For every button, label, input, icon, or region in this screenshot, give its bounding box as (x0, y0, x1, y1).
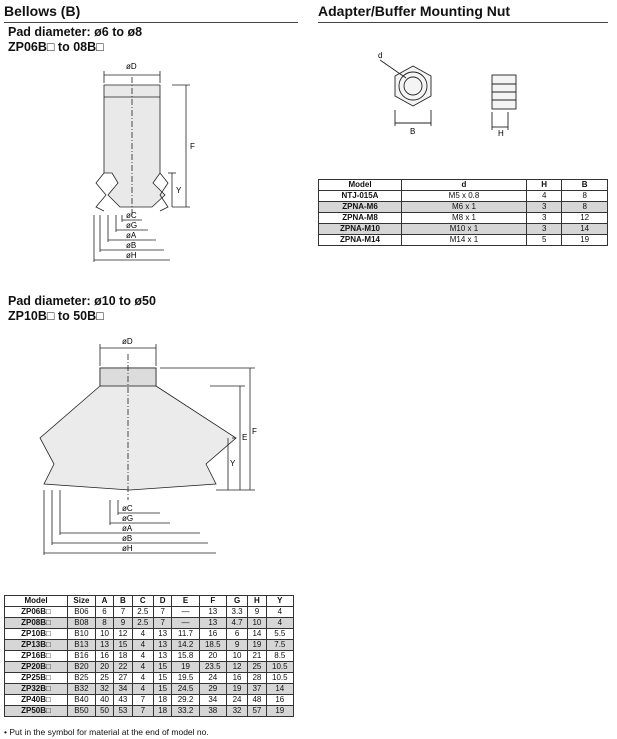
nut-table-header-row (319, 180, 608, 191)
nut-table-row (319, 191, 608, 202)
bellows-table-row-cell: 10.5 (266, 673, 293, 684)
bellows-table-row-cell: 19 (266, 706, 293, 717)
small-dim-Y: Y (176, 186, 182, 195)
bellows-table-row-cell: B50 (68, 706, 96, 717)
bellows-table-row-cell: 2.5 (132, 607, 153, 618)
bellows-table-row-cell: ZP08B□ (5, 618, 68, 629)
nut-table-row-cell: ZPNA-M14 (319, 235, 402, 246)
bellows-table-row-cell: ZP20B□ (5, 662, 68, 673)
nut-table-row-cell: NTJ-015A (319, 191, 402, 202)
small-dim-G: øG (126, 221, 138, 230)
bellows-table-row-cell: 4 (132, 673, 153, 684)
bellows-table-row-cell: 8.5 (266, 651, 293, 662)
large-dim-Y: Y (230, 459, 236, 468)
small-pad-heading (8, 25, 142, 55)
bellows-table-row-cell: 13 (153, 640, 171, 651)
large-bellows-drawing (0, 330, 300, 565)
bellows-table-row-cell: 20 (95, 662, 113, 673)
bellows-table-row-cell: 32 (95, 684, 113, 695)
bellows-table-row (5, 706, 294, 717)
bellows-table-row-cell: 6 (95, 607, 113, 618)
nut-table-row-cell: M14 x 1 (402, 235, 527, 246)
nut-table-row-cell: 3 (527, 213, 562, 224)
bellows-table-row-cell: — (172, 607, 199, 618)
nut-table-row-cell: ZPNA-M8 (319, 213, 402, 224)
bellows-section-rule (4, 22, 298, 23)
large-dim-H: øH (122, 544, 133, 553)
bellows-table-header-row (5, 596, 294, 607)
bellows-table-row-cell: 12 (226, 662, 247, 673)
bellows-table-row-cell: 4 (132, 640, 153, 651)
bellows-table-row-cell: 24 (199, 673, 226, 684)
nut-table-row (319, 235, 608, 246)
bellows-table-row (5, 673, 294, 684)
bellows-table-row-cell: B10 (68, 629, 96, 640)
bellows-table-row-cell: 4.7 (226, 618, 247, 629)
bellows-table-row-cell: 14.2 (172, 640, 199, 651)
nut-table-row-cell: 8 (562, 202, 608, 213)
nut-table-row-cell: M5 x 0.8 (402, 191, 527, 202)
bellows-table-row-cell: 4 (266, 607, 293, 618)
bellows-table-row-cell: 4 (132, 651, 153, 662)
nut-col-model: Model (319, 180, 402, 191)
large-pad-diameter: Pad diameter: ø10 to ø50 (8, 294, 156, 308)
bellows-table-row-cell: 7 (132, 706, 153, 717)
bellows-table-row-cell: 6 (226, 629, 247, 640)
bellows-table-row-cell: 27 (114, 673, 132, 684)
bellows-table-row-cell: 19 (172, 662, 199, 673)
bellows-table-row-cell: 4 (266, 618, 293, 629)
bellows-section-title: Bellows (B) (4, 3, 81, 19)
bellows-table-row-cell: 18.5 (199, 640, 226, 651)
bellows-col-Y: Y (266, 596, 293, 607)
nut-table-row-cell: 4 (527, 191, 562, 202)
bellows-table-row-cell: B40 (68, 695, 96, 706)
nut-dim-H: H (498, 129, 504, 138)
nut-table-row-cell: M10 x 1 (402, 224, 527, 235)
bellows-table-row-cell: 7 (114, 607, 132, 618)
bellows-table-row-cell: — (172, 618, 199, 629)
bellows-table-row-cell: 13 (199, 607, 226, 618)
bellows-col-B: B (114, 596, 132, 607)
small-dim-C: øC (126, 211, 137, 220)
small-pad-diameter: Pad diameter: ø6 to ø8 (8, 25, 143, 39)
bellows-table-row-cell: 16 (226, 673, 247, 684)
bellows-table-row-cell: 16 (199, 629, 226, 640)
bellows-table-row (5, 640, 294, 651)
bellows-table-row-cell: 24 (226, 695, 247, 706)
bellows-table-row-cell: 50 (95, 706, 113, 717)
bellows-table-row-cell: 13 (153, 651, 171, 662)
bellows-table-row-cell: 22 (114, 662, 132, 673)
bellows-table-row-cell: 15 (153, 673, 171, 684)
bellows-table-row-cell: B16 (68, 651, 96, 662)
bellows-table (4, 595, 294, 717)
bellows-table-row-cell: ZP40B□ (5, 695, 68, 706)
bellows-table-row (5, 629, 294, 640)
bellows-col-D: D (153, 596, 171, 607)
bellows-table-row-cell: 7 (153, 607, 171, 618)
nut-table-row (319, 224, 608, 235)
nut-table-row-cell: M6 x 1 (402, 202, 527, 213)
bellows-table-row-cell: B13 (68, 640, 96, 651)
bellows-table-row-cell: 15.8 (172, 651, 199, 662)
bellows-table-row-cell: 29 (199, 684, 226, 695)
large-dim-D: øD (122, 337, 133, 346)
bellows-table-row-cell: 14 (248, 629, 266, 640)
bellows-table-row (5, 695, 294, 706)
bellows-table-row-cell: 34 (199, 695, 226, 706)
bellows-table-row-cell: 38 (199, 706, 226, 717)
bellows-table-row-cell: 32 (226, 706, 247, 717)
small-dim-F: F (190, 142, 195, 151)
bellows-table-row-cell: B06 (68, 607, 96, 618)
bellows-table-row-cell: 10 (95, 629, 113, 640)
bellows-table-row-cell: 20 (199, 651, 226, 662)
large-dim-G: øG (122, 514, 134, 523)
bellows-table-row-cell: 23.5 (199, 662, 226, 673)
bellows-table-row-cell: 7.5 (266, 640, 293, 651)
nut-table-row (319, 202, 608, 213)
large-dim-A: øA (122, 524, 133, 533)
nut-table-row-cell: 14 (562, 224, 608, 235)
bellows-table-row-cell: B08 (68, 618, 96, 629)
small-bellows-drawing (0, 55, 300, 270)
bellows-table-row-cell: 33.2 (172, 706, 199, 717)
large-pad-heading (8, 294, 156, 324)
bellows-table-row (5, 651, 294, 662)
bellows-table-row-cell: 7 (153, 618, 171, 629)
bellows-table-row-cell: 8 (95, 618, 113, 629)
nut-col-d: d (402, 180, 527, 191)
bellows-table-row-cell: 21 (248, 651, 266, 662)
bellows-table-row-cell: ZP10B□ (5, 629, 68, 640)
large-dim-B: øB (122, 534, 133, 543)
nut-table-row-cell: 3 (527, 224, 562, 235)
bellows-col-E: E (172, 596, 199, 607)
bellows-table-row-cell: 10 (248, 618, 266, 629)
nut-dim-d: d (378, 51, 383, 60)
bellows-table-row-cell: 18 (153, 695, 171, 706)
bellows-table-row-cell: 19 (248, 640, 266, 651)
nut-table-row-cell: ZPNA-M6 (319, 202, 402, 213)
nut-dim-B: B (410, 127, 416, 136)
bellows-table-row-cell: 16 (266, 695, 293, 706)
bellows-table-row-cell: ZP06B□ (5, 607, 68, 618)
bellows-table-row-cell: ZP50B□ (5, 706, 68, 717)
bellows-table-row-cell: 53 (114, 706, 132, 717)
nut-table-row-cell: M8 x 1 (402, 213, 527, 224)
bellows-table-row-cell: 3.3 (226, 607, 247, 618)
bellows-table-row-cell: 18 (153, 706, 171, 717)
bellows-table-row-cell: 5.5 (266, 629, 293, 640)
bellows-table-row-cell: 7 (132, 695, 153, 706)
bellows-table-row (5, 684, 294, 695)
bellows-table-row (5, 662, 294, 673)
bellows-col-G: G (226, 596, 247, 607)
bellows-col-size: Size (68, 596, 96, 607)
bellows-table-row-cell: 9 (114, 618, 132, 629)
bellows-table-row-cell: 10.5 (266, 662, 293, 673)
bellows-table-row-cell: 10 (226, 651, 247, 662)
small-pad-models: ZP06B□ to 08B□ (8, 40, 104, 54)
bellows-table-row-cell: 57 (248, 706, 266, 717)
bellows-table-row-cell: ZP32B□ (5, 684, 68, 695)
bellows-table-row-cell: 19.5 (172, 673, 199, 684)
bellows-col-A: A (95, 596, 113, 607)
nut-table-row-cell: 3 (527, 202, 562, 213)
large-dim-F: F (252, 427, 257, 436)
bellows-table-row-cell: ZP13B□ (5, 640, 68, 651)
bellows-table-row-cell: B32 (68, 684, 96, 695)
nut-table-row-cell: 12 (562, 213, 608, 224)
bellows-table-row-cell: 25 (248, 662, 266, 673)
bellows-table-row-cell: ZP16B□ (5, 651, 68, 662)
bellows-table-row-cell: B25 (68, 673, 96, 684)
nut-table-row (319, 213, 608, 224)
bellows-table-row-cell: B20 (68, 662, 96, 673)
nut-col-H: H (527, 180, 562, 191)
bellows-table-row (5, 618, 294, 629)
material-footnote: • Put in the symbol for material at the end of model no. (4, 727, 209, 737)
large-dim-E: E (242, 433, 248, 442)
bellows-table-row-cell: 4 (132, 684, 153, 695)
bellows-col-C: C (132, 596, 153, 607)
bellows-table-row-cell: 25 (95, 673, 113, 684)
large-dim-C: øC (122, 504, 133, 513)
bellows-table-row-cell: 4 (132, 662, 153, 673)
bellows-table-row-cell: 15 (153, 684, 171, 695)
large-pad-models: ZP10B□ to 50B□ (8, 309, 104, 323)
bellows-table-row-cell: 2.5 (132, 618, 153, 629)
bellows-col-F: F (199, 596, 226, 607)
nut-table-row-cell: 5 (527, 235, 562, 246)
bellows-table-row-cell: 24.5 (172, 684, 199, 695)
bellows-col-H: H (248, 596, 266, 607)
bellows-table-row-cell: 48 (248, 695, 266, 706)
small-dim-H: øH (126, 251, 137, 260)
small-dim-A: øA (126, 231, 137, 240)
nut-drawing (360, 50, 540, 140)
bellows-table-row-cell: 11.7 (172, 629, 199, 640)
bellows-table-row-cell: 15 (114, 640, 132, 651)
bellows-table-row (5, 607, 294, 618)
bellows-table-row-cell: 4 (132, 629, 153, 640)
bellows-table-row-cell: 43 (114, 695, 132, 706)
adapter-section-rule (318, 22, 608, 23)
small-dim-B: øB (126, 241, 137, 250)
bellows-table-row-cell: 28 (248, 673, 266, 684)
bellows-table-row-cell: 13 (95, 640, 113, 651)
bellows-table-row-cell: 15 (153, 662, 171, 673)
bellows-table-row-cell: 40 (95, 695, 113, 706)
bellows-table-row-cell: 12 (114, 629, 132, 640)
bellows-table-row-cell: ZP25B□ (5, 673, 68, 684)
bellows-table-row-cell: 14 (266, 684, 293, 695)
bellows-table-row-cell: 18 (114, 651, 132, 662)
nut-table (318, 179, 608, 246)
adapter-section-title: Adapter/Buffer Mounting Nut (318, 3, 511, 19)
nut-table-row-cell: 19 (562, 235, 608, 246)
nut-table-row-cell: 8 (562, 191, 608, 202)
bellows-table-row-cell: 9 (248, 607, 266, 618)
bellows-table-row-cell: 34 (114, 684, 132, 695)
bellows-table-row-cell: 16 (95, 651, 113, 662)
bellows-table-row-cell: 19 (226, 684, 247, 695)
bellows-table-row-cell: 13 (153, 629, 171, 640)
bellows-table-row-cell: 13 (199, 618, 226, 629)
bellows-table-row-cell: 29.2 (172, 695, 199, 706)
bellows-table-row-cell: 37 (248, 684, 266, 695)
nut-table-row-cell: ZPNA-M10 (319, 224, 402, 235)
bellows-col-model: Model (5, 596, 68, 607)
bellows-table-row-cell: 9 (226, 640, 247, 651)
nut-col-B: B (562, 180, 608, 191)
small-dim-D: øD (126, 62, 137, 71)
